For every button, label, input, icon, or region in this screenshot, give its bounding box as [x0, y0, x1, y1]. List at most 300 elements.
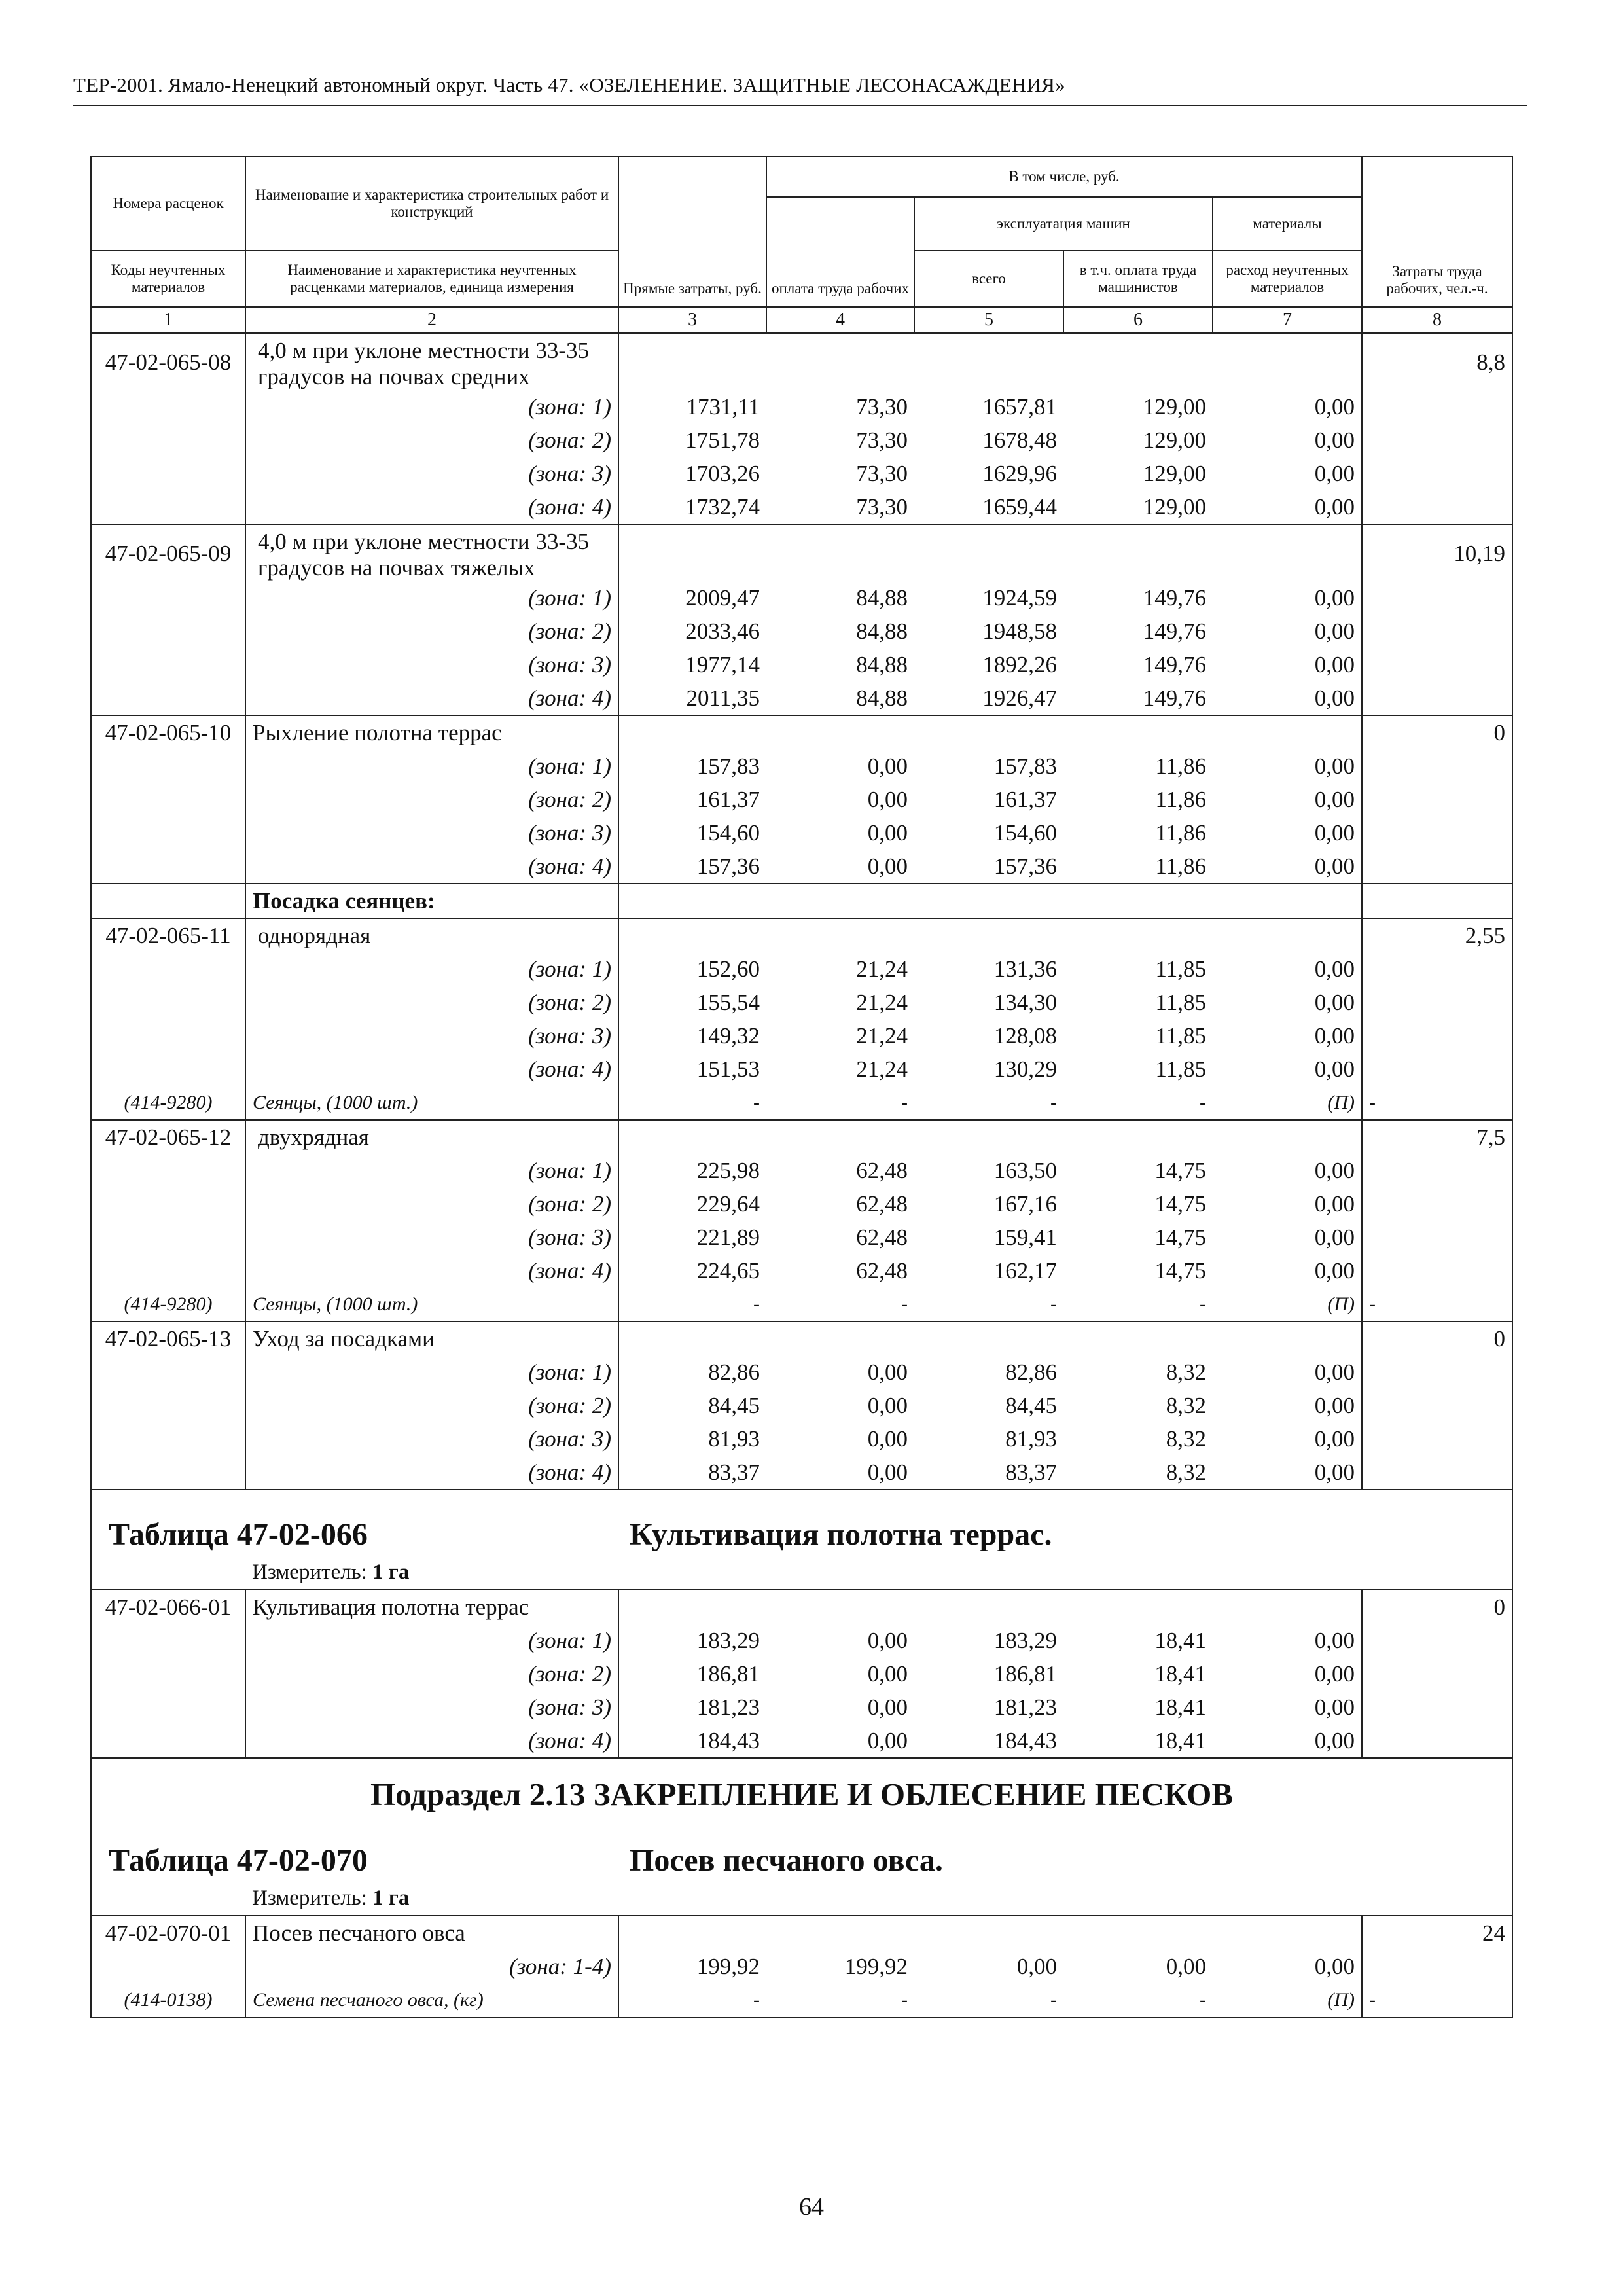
rate-code: 47-02-065-09 — [91, 524, 245, 581]
zone-row — [91, 1221, 1512, 1254]
cell — [1063, 1321, 1213, 1355]
machines-total: 186,81 — [993, 1661, 1057, 1687]
rate-row — [91, 1120, 1512, 1154]
labor-hours: 2,55 — [1362, 918, 1512, 952]
labor-pay: 0,00 — [867, 820, 908, 846]
machines-total: 154,60 — [993, 820, 1057, 846]
direct-cost: 229,64 — [618, 1187, 766, 1221]
blank — [618, 884, 766, 918]
col-materials-expense: расход неучтенных материалов — [1226, 262, 1349, 295]
materials: 0,00 — [1314, 427, 1355, 453]
blank — [91, 850, 245, 884]
materials: 0,00 — [1314, 1258, 1355, 1283]
direct-cost: 183,29 — [618, 1624, 766, 1657]
zone-label: (зона: 3) — [245, 816, 618, 850]
direct-cost: 1751,78 — [618, 423, 766, 457]
labor-hours: 0 — [1362, 1321, 1512, 1355]
blank — [1213, 884, 1362, 918]
labor-pay: 73,30 — [856, 494, 908, 520]
cell — [766, 1120, 914, 1154]
rate-row — [91, 1590, 1512, 1624]
rate-name: 4,0 м при уклоне местности 33-35 градусов на почвах тяжелых — [245, 524, 618, 581]
table-caption: Посев песчаного овса. — [630, 1843, 943, 1878]
labor-pay: 199,92 — [844, 1954, 908, 1979]
blank — [91, 1556, 245, 1590]
cell — [914, 1321, 1063, 1355]
rate-row — [91, 1321, 1512, 1355]
rate-name: Культивация полотна террас — [245, 1590, 618, 1624]
machines-labor: 129,00 — [1143, 494, 1206, 520]
zone-row — [91, 1187, 1512, 1221]
machines-labor: 8,32 — [1166, 1359, 1206, 1385]
cell — [914, 715, 1063, 749]
blank — [91, 1691, 245, 1724]
machines-labor: 18,41 — [1154, 1728, 1206, 1753]
cell — [1063, 715, 1213, 749]
machines-labor: 129,00 — [1143, 394, 1206, 420]
blank — [91, 490, 245, 524]
materials: 0,00 — [1314, 956, 1355, 982]
blank — [91, 1221, 245, 1254]
cell — [618, 715, 766, 749]
material-name: Семена песчаного овса, (кг) — [245, 1983, 618, 2017]
blank — [91, 1019, 245, 1052]
dash: - — [1362, 1086, 1512, 1120]
zone-row — [91, 1950, 1512, 1983]
cell — [766, 1321, 914, 1355]
rate-row — [91, 333, 1512, 390]
blank — [91, 681, 245, 715]
machines-total: 163,50 — [993, 1158, 1057, 1183]
col-including: В том числе, руб. — [1008, 168, 1120, 185]
materials: 0,00 — [1314, 820, 1355, 846]
zone-row — [91, 1624, 1512, 1657]
blank — [1362, 749, 1512, 783]
dash: - — [1200, 1092, 1206, 1113]
labor-pay: 0,00 — [867, 1695, 908, 1720]
rate-name: Рыхление полотна террас — [245, 715, 618, 749]
rate-code: 47-02-065-12 — [91, 1120, 245, 1154]
materials: 0,00 — [1314, 1225, 1355, 1250]
blank — [91, 423, 245, 457]
machines-total: 1924,59 — [982, 585, 1057, 611]
machines-labor: 8,32 — [1166, 1460, 1206, 1485]
zone-label: (зона: 2) — [245, 1187, 618, 1221]
machines-total: 131,36 — [993, 956, 1057, 982]
machines-total: 130,29 — [993, 1056, 1057, 1082]
blank — [91, 390, 245, 423]
machines-labor: 18,41 — [1154, 1628, 1206, 1653]
labor-pay: 0,00 — [867, 787, 908, 812]
materials: 0,00 — [1314, 753, 1355, 779]
materials: 0,00 — [1314, 1954, 1355, 1979]
machines-total: 161,37 — [993, 787, 1057, 812]
blank — [1362, 884, 1512, 918]
blank — [1362, 648, 1512, 681]
blank — [1362, 1389, 1512, 1422]
machines-labor: 11,86 — [1155, 753, 1206, 779]
cell — [1213, 1916, 1362, 1950]
direct-cost: 1731,11 — [618, 390, 766, 423]
direct-cost: 155,54 — [618, 986, 766, 1019]
blank — [1362, 1724, 1512, 1758]
measure-row — [91, 1882, 1512, 1916]
labor-hours: 0 — [1362, 715, 1512, 749]
measure — [245, 1556, 1512, 1590]
zone-label: (зона: 2) — [245, 615, 618, 648]
zone-row — [91, 457, 1512, 490]
zone-label: (зона: 4) — [245, 850, 618, 884]
blank — [91, 1052, 245, 1086]
zone-row — [91, 581, 1512, 615]
blank — [91, 1657, 245, 1691]
labor-pay: 21,24 — [856, 1056, 908, 1082]
machines-total: 1657,81 — [982, 394, 1057, 420]
material-flag: (П) — [1327, 1989, 1355, 2011]
labor-hours: 24 — [1362, 1916, 1512, 1950]
labor-pay: 62,48 — [856, 1225, 908, 1250]
blank — [1362, 1221, 1512, 1254]
zone-label: (зона: 2) — [245, 783, 618, 816]
col-direct-costs: Прямые затраты, руб. — [623, 280, 762, 296]
blank — [1063, 884, 1213, 918]
materials: 0,00 — [1314, 585, 1355, 611]
measure-value: 1 га — [372, 1560, 410, 1584]
zone-row — [91, 850, 1512, 884]
machines-labor: 18,41 — [1154, 1661, 1206, 1687]
rate-name: 4,0 м при уклоне местности 33-35 градусов на почвах средних — [245, 333, 618, 390]
col-machines: эксплуатация машин — [997, 215, 1130, 232]
labor-pay: 84,88 — [856, 652, 908, 677]
subsection-row — [91, 1758, 1512, 1816]
machines-total: 183,29 — [993, 1628, 1057, 1653]
blank — [914, 884, 1063, 918]
cell — [618, 1321, 766, 1355]
rate-row — [91, 715, 1512, 749]
dash: - — [1362, 1287, 1512, 1321]
zone-row — [91, 1657, 1512, 1691]
direct-cost: 225,98 — [618, 1154, 766, 1187]
dash: - — [1362, 1983, 1512, 2017]
direct-cost: 2009,47 — [618, 581, 766, 615]
materials: 0,00 — [1314, 1728, 1355, 1753]
cell — [618, 1916, 766, 1950]
labor-pay: 73,30 — [856, 461, 908, 486]
materials: 0,00 — [1314, 1393, 1355, 1418]
rate-row — [91, 1916, 1512, 1950]
table-title-row — [91, 1490, 1512, 1556]
rate-row — [91, 918, 1512, 952]
materials: 0,00 — [1314, 1426, 1355, 1452]
direct-cost: 149,32 — [618, 1019, 766, 1052]
cell — [618, 524, 766, 581]
measure-label: Измеритель: — [252, 1560, 367, 1584]
zone-row — [91, 1355, 1512, 1389]
dash: - — [618, 1287, 766, 1321]
cell — [914, 1120, 1063, 1154]
labor-pay: 21,24 — [856, 990, 908, 1015]
table-title — [91, 1816, 1512, 1882]
zone-label: (зона: 1) — [245, 749, 618, 783]
zone-label: (зона: 1) — [245, 1355, 618, 1389]
measure-value: 1 га — [372, 1886, 410, 1910]
material-row — [91, 1983, 1512, 2017]
column-numbers-row — [91, 307, 1512, 333]
blank — [91, 1355, 245, 1389]
rate-code: 47-02-065-08 — [91, 333, 245, 390]
labor-pay: 84,88 — [856, 585, 908, 611]
labor-pay: 62,48 — [856, 1158, 908, 1183]
page-number: 64 — [799, 2193, 824, 2221]
machines-total: 181,23 — [993, 1695, 1057, 1720]
zone-row — [91, 1052, 1512, 1086]
material-flag: (П) — [1327, 1092, 1355, 1113]
measure-row — [91, 1556, 1512, 1590]
col-material-codes: Коды неучтенных материалов — [111, 262, 226, 295]
blank — [1362, 390, 1512, 423]
labor-hours: 10,19 — [1362, 524, 1512, 581]
zone-label: (зона: 3) — [245, 1422, 618, 1456]
rate-name: Уход за посадками — [245, 1321, 618, 1355]
col-number: 1 — [91, 307, 245, 333]
labor-hours: 7,5 — [1362, 1120, 1512, 1154]
zone-label: (зона: 1) — [245, 390, 618, 423]
blank — [91, 1724, 245, 1758]
blank — [91, 1154, 245, 1187]
cell — [1213, 1321, 1362, 1355]
cell — [618, 1120, 766, 1154]
rate-name: однорядная — [245, 918, 618, 952]
labor-pay: 0,00 — [867, 1460, 908, 1485]
blank — [1362, 783, 1512, 816]
zone-label: (зона: 2) — [245, 1657, 618, 1691]
materials: 0,00 — [1314, 1023, 1355, 1049]
machines-labor: 149,76 — [1143, 585, 1206, 611]
machines-total: 1678,48 — [982, 427, 1057, 453]
dash: - — [1050, 1293, 1057, 1315]
cell — [618, 1590, 766, 1624]
materials: 0,00 — [1314, 1628, 1355, 1653]
col-number: 6 — [1063, 307, 1213, 333]
col-number: 7 — [1213, 307, 1362, 333]
cell — [1063, 1120, 1213, 1154]
labor-pay: 62,48 — [856, 1258, 908, 1283]
machines-labor: 11,86 — [1155, 787, 1206, 812]
zone-label: (зона: 3) — [245, 457, 618, 490]
dash: - — [901, 1092, 908, 1113]
cell — [1213, 333, 1362, 390]
measure — [245, 1882, 1512, 1916]
blank — [91, 1389, 245, 1422]
blank — [1362, 1154, 1512, 1187]
direct-cost: 184,43 — [618, 1724, 766, 1758]
dash: - — [618, 1983, 766, 2017]
materials: 0,00 — [1314, 394, 1355, 420]
machines-labor: 8,32 — [1166, 1426, 1206, 1452]
machines-labor: 149,76 — [1143, 652, 1206, 677]
blank — [1362, 816, 1512, 850]
group-title: Посадка сеянцев: — [245, 884, 618, 918]
blank — [1362, 581, 1512, 615]
cell — [914, 1590, 1063, 1624]
direct-cost: 84,45 — [618, 1389, 766, 1422]
blank — [1362, 1456, 1512, 1490]
cell — [1213, 918, 1362, 952]
machines-labor: 11,85 — [1155, 1023, 1206, 1049]
materials: 0,00 — [1314, 1661, 1355, 1687]
material-flag: (П) — [1327, 1293, 1355, 1315]
table-number: Таблица 47-02-070 — [109, 1843, 368, 1878]
blank — [1362, 457, 1512, 490]
zone-row — [91, 816, 1512, 850]
rates-table — [90, 156, 1513, 2018]
cell — [1063, 333, 1213, 390]
material-name: Сеянцы, (1000 шт.) — [245, 1086, 618, 1120]
zone-label: (зона: 2) — [245, 986, 618, 1019]
cell — [618, 333, 766, 390]
direct-cost: 221,89 — [618, 1221, 766, 1254]
zone-row — [91, 681, 1512, 715]
machines-total: 134,30 — [993, 990, 1057, 1015]
zone-row — [91, 1154, 1512, 1187]
material-code: (414-9280) — [124, 1092, 213, 1113]
direct-cost: 157,36 — [618, 850, 766, 884]
machines-labor: 8,32 — [1166, 1393, 1206, 1418]
group-row — [91, 884, 1512, 918]
labor-pay: 0,00 — [867, 1426, 908, 1452]
zone-label: (зона: 2) — [245, 423, 618, 457]
blank — [91, 1456, 245, 1490]
machines-total: 84,45 — [1005, 1393, 1057, 1418]
zone-label: (зона: 3) — [245, 1019, 618, 1052]
labor-pay: 73,30 — [856, 394, 908, 420]
direct-cost: 151,53 — [618, 1052, 766, 1086]
rate-code: 47-02-070-01 — [91, 1916, 245, 1950]
cell — [766, 524, 914, 581]
blank — [91, 1422, 245, 1456]
zone-label: (зона: 1) — [245, 1624, 618, 1657]
cell — [1213, 715, 1362, 749]
machines-total: 1926,47 — [982, 685, 1057, 711]
blank — [1362, 1691, 1512, 1724]
machines-total: 157,83 — [993, 753, 1057, 779]
blank — [1362, 1019, 1512, 1052]
dash: - — [901, 1293, 908, 1315]
blank — [1362, 490, 1512, 524]
table-caption: Культивация полотна террас. — [630, 1517, 1052, 1552]
table-title — [91, 1490, 1512, 1556]
zone-row — [91, 615, 1512, 648]
cell — [914, 1916, 1063, 1950]
zone-label: (зона: 2) — [245, 1389, 618, 1422]
material-row — [91, 1086, 1512, 1120]
zone-row — [91, 490, 1512, 524]
rate-code: 47-02-065-10 — [91, 715, 245, 749]
page-header: ТЕР-2001. Ямало-Ненецкий автономный округ. Часть 47. «ОЗЕЛЕНЕНИЕ. ЗАЩИТНЫЕ ЛЕСОНАСАЖДЕНИЯ» — [73, 73, 1065, 96]
direct-cost: 186,81 — [618, 1657, 766, 1691]
labor-pay: 0,00 — [867, 753, 908, 779]
cell — [766, 333, 914, 390]
material-code: (414-0138) — [124, 1989, 213, 2011]
rate-row — [91, 524, 1512, 581]
zone-row — [91, 1422, 1512, 1456]
blank — [91, 581, 245, 615]
machines-labor: 0,00 — [1166, 1954, 1206, 1979]
direct-cost: 1732,74 — [618, 490, 766, 524]
machines-total: 1948,58 — [982, 619, 1057, 644]
machines-labor: 129,00 — [1143, 427, 1206, 453]
subsection-title: Подраздел 2.13 ЗАКРЕПЛЕНИЕ И ОБЛЕСЕНИЕ ПЕСКОВ — [91, 1758, 1512, 1816]
machines-labor: 14,75 — [1154, 1191, 1206, 1217]
labor-pay: 21,24 — [856, 956, 908, 982]
zone-label: (зона: 4) — [245, 1052, 618, 1086]
blank — [1362, 423, 1512, 457]
blank — [1362, 681, 1512, 715]
machines-total: 81,93 — [1005, 1426, 1057, 1452]
measure-label: Измеритель: — [252, 1886, 367, 1910]
direct-cost: 2033,46 — [618, 615, 766, 648]
direct-cost: 224,65 — [618, 1254, 766, 1287]
machines-labor: 149,76 — [1143, 685, 1206, 711]
labor-pay: 0,00 — [867, 1661, 908, 1687]
zone-label: (зона: 3) — [245, 1221, 618, 1254]
cell — [766, 1590, 914, 1624]
direct-cost: 83,37 — [618, 1456, 766, 1490]
labor-pay: 21,24 — [856, 1023, 908, 1049]
col-number: 5 — [914, 307, 1063, 333]
machines-total: 167,16 — [993, 1191, 1057, 1217]
cell — [618, 918, 766, 952]
zone-row — [91, 423, 1512, 457]
materials: 0,00 — [1314, 1191, 1355, 1217]
dash: - — [618, 1086, 766, 1120]
cell — [1063, 1916, 1213, 1950]
col-number: 8 — [1362, 307, 1512, 333]
materials: 0,00 — [1314, 619, 1355, 644]
blank — [91, 457, 245, 490]
machines-total: 0,00 — [1016, 1954, 1057, 1979]
cell — [1213, 1590, 1362, 1624]
materials: 0,00 — [1314, 990, 1355, 1015]
col-number: 3 — [618, 307, 766, 333]
direct-cost: 157,83 — [618, 749, 766, 783]
cell — [914, 333, 1063, 390]
cell — [1063, 524, 1213, 581]
rate-code: 47-02-065-11 — [91, 918, 245, 952]
dash: - — [1050, 1989, 1057, 2011]
materials: 0,00 — [1314, 1460, 1355, 1485]
col-number: 2 — [245, 307, 618, 333]
cell — [766, 1916, 914, 1950]
zone-row — [91, 986, 1512, 1019]
zone-label: (зона: 1) — [245, 1154, 618, 1187]
table-number: Таблица 47-02-066 — [109, 1517, 368, 1552]
col-materials: материалы — [1253, 215, 1322, 232]
blank — [766, 884, 914, 918]
zone-row — [91, 1389, 1512, 1422]
col-material-name: Наименование и характеристика неучтенных расценками материалов, единица измерения — [287, 262, 577, 295]
labor-pay: 84,88 — [856, 685, 908, 711]
machines-total: 82,86 — [1005, 1359, 1057, 1385]
direct-cost: 82,86 — [618, 1355, 766, 1389]
labor-hours: 0 — [1362, 1590, 1512, 1624]
blank — [91, 783, 245, 816]
blank — [91, 615, 245, 648]
blank — [1362, 1422, 1512, 1456]
machines-labor: 11,85 — [1155, 990, 1206, 1015]
blank — [1362, 615, 1512, 648]
zone-label: (зона: 1-4) — [245, 1950, 618, 1983]
